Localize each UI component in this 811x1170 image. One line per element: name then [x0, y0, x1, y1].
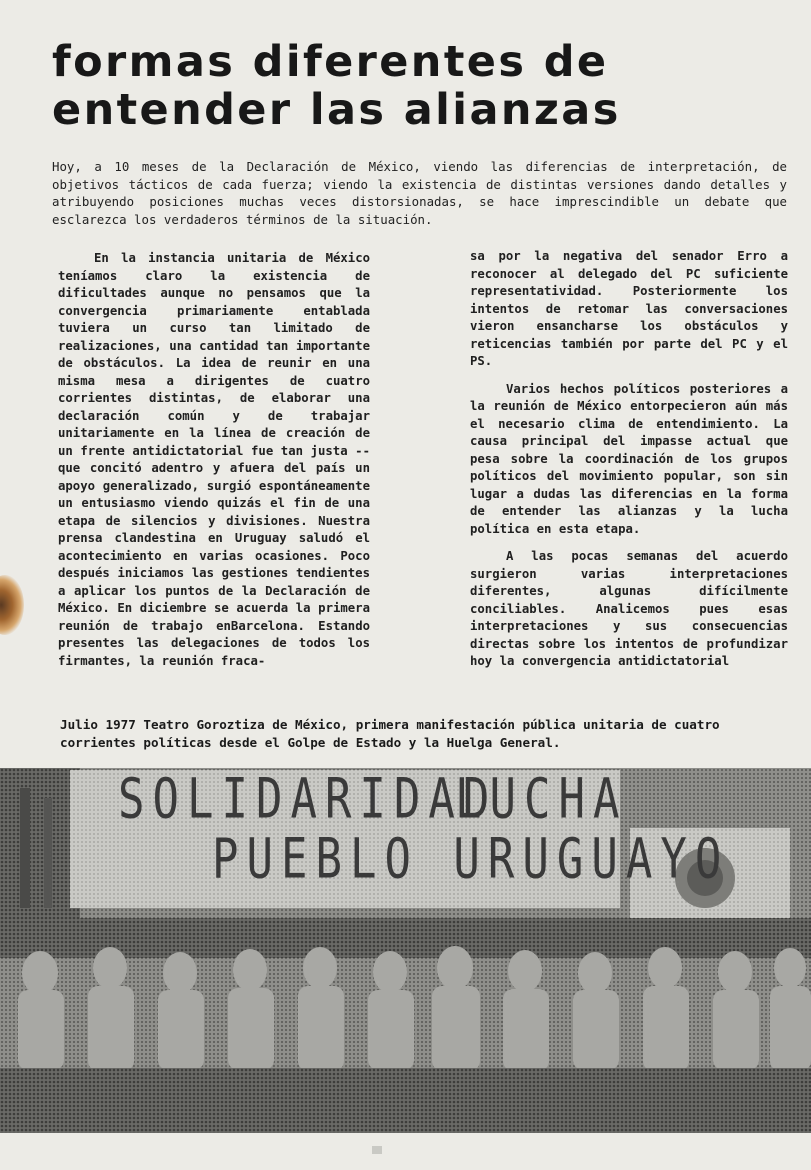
banner-word-lucha: LUCHA [455, 768, 628, 832]
burn-stain [0, 575, 24, 635]
photo-caption: Julio 1977 Teatro Goroztiza de México, primera manifestación pública unitaria de cuatro corrientes políticas desde el Golpe de Estado y la Huelga General. [60, 717, 720, 750]
right-column-paragraph-3: A las pocas semanas del acuerdo surgieron varias interpretaciones diferentes, algunas difícilmente conciliables. Analicemos pues esas interpretaciones y sus consecuencias directas sobre los intentos de profundizar hoy la convergencia antidictatorial [470, 549, 788, 668]
left-column-paragraph: En la instancia unitaria de México teníamos claro la existencia de dificultades aunque no pensamos que la convergencia primariamente entablada tuviera un curso tan limitado de realizaciones, una cantidad tan importante de obstáculos. La idea de reunir en una misma mesa a dirigentes de cuatro corrientes distintas, de elaborar una declaración común y de trabajar unitariamente en la línea de creación de un frente antidictatorial fue tan justa -- que concitó adentro y afuera del país un apoyo generalizado, surgió espontáneamente un entusiasmo viendo quizás el fin de una etapa de silencios y divisiones. Nuestra prensa clandestina en Uruguay saludó el acontecimiento en varias ocasiones. Poco después iniciamos las gestiones tendientes a aplicar los puntos de la Declaración de México. En diciembre se acuerda la primera reunión de trabajo enBarcelona. Estando presentes las delegaciones de todos los firmantes, la reunión fraca- [58, 251, 370, 668]
banner-pueblo-uruguayo: PUEBLO URUGUAYO [212, 827, 730, 892]
headline-line-2: entender las alianzas [52, 85, 621, 135]
right-column [470, 248, 788, 681]
left-column [58, 250, 370, 680]
banner-word-solidaridad: SOLIDARIDAD [118, 768, 498, 832]
page-mark [372, 1146, 382, 1154]
intro-paragraph: Hoy, a 10 meses de la Declaración de México, viendo las diferencias de interpretación, de objetivos tácticos de cada fuerza; viendo la existencia de distintas versiones dando detalles y atribuyendo posiciones muchas veces distorsionadas, se hace imprescindible un debate que esclarezca los verdaderos términos de la situación. [52, 159, 787, 227]
right-column-paragraph-2: Varios hechos políticos posteriores a la reunión de México entorpecieron aún más el necesario clima de entendimiento. La causa principal del impasse actual que pesa sobre la coordinación de los grupos políticos del movimiento popular, son sin lugar a dudas las diferencias en la forma de entender las alianzas y la lucha política en esta etapa. [470, 381, 788, 536]
right-column-continuation: sa por la negativa del senador Erro a reconocer al delegado del PC suficiente representatividad. Posteriormente los intentos de retomar las conversaciones vieron ensancharse los obstáculos y reticencias también por parte del PC y el PS. [470, 249, 788, 368]
article-headline [52, 38, 792, 134]
event-photo [0, 768, 811, 1133]
headline-line-1: formas diferentes de [52, 37, 609, 87]
